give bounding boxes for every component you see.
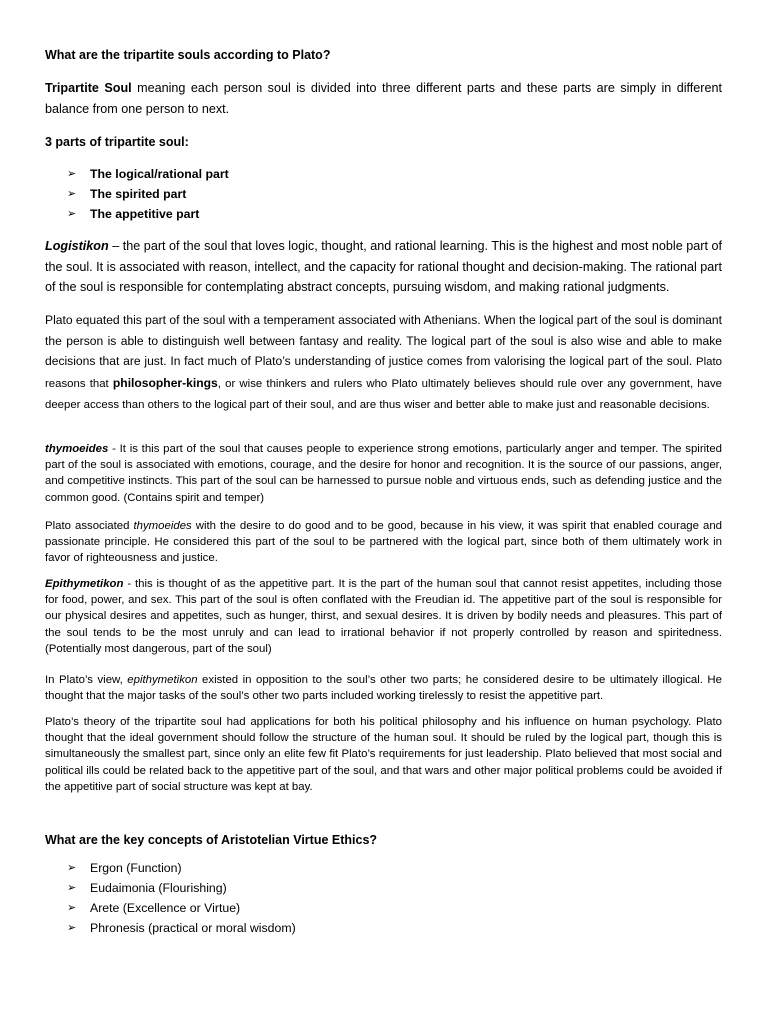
philosopher-kings-term: philosopher-kings xyxy=(112,375,218,390)
arrow-bullet-icon: ➢ xyxy=(67,168,77,180)
logistikon-term: Logistikon xyxy=(45,239,109,253)
question-heading-plato: What are the tripartite souls according to Plato? xyxy=(45,48,331,62)
parts-heading: 3 parts of tripartite soul: xyxy=(45,135,189,149)
concept-label: Ergon (Function) xyxy=(90,861,182,875)
tripartite-soul-definition xyxy=(45,78,722,119)
opposition-paragraph xyxy=(45,672,722,704)
theory-paragraph: Plato’s theory of the tripartite soul had applications for both his political philosophy and his influence on human psychology. Plato thought that the ideal government should follow the structure of the human soul. It should be ruled by the logical part, though this is simultaneously the smallest part, since only an elite few fit Plato’s requirements for just leadership. Plato believed that most social and political ills could be related back to the appetitive part of the soul, and that wars and other major political problems could be avoided if the appetitive part of social structure was kept at bay. xyxy=(45,716,722,793)
concept-label: Eudaimonia (Flourishing) xyxy=(90,881,227,895)
assoc-text-b: with the desire to do good and to be good, because in his view, it was spirit that enabled courage and passionate principle. He considered this part of the soul to be partnered with the logical part, since both of them ultimately work in favor of righteousness and justice. xyxy=(45,520,722,565)
athenians-paragraph xyxy=(45,310,722,416)
opposition-text-a: In Plato’s view, xyxy=(45,674,128,686)
concepts-list xyxy=(45,858,722,938)
logistikon-text: – the part of the soul that loves logic, thought, and rational learning. This is the highest and most noble part of the soul. It is associated with reason, intellect, and the capacity for rational thought and decision-making. The rational part of the soul is responsible for contemplating abstract concepts, pursuing wisdom, and making rational judgments. xyxy=(45,239,722,295)
athenians-text-a: Plato equated this part of the soul with a temperament associated with Athenians. When the logical part of the soul is dominant the person is able to distinguish well between fantasy and reality. The logical part of the soul is also wise and able to make decisions that are just. In fact much of Plato’s understanding of justice comes from valorising the logical part of the soul. xyxy=(45,313,722,368)
concept-label: Arete (Excellence or Virtue) xyxy=(90,901,241,915)
list-item xyxy=(45,204,722,224)
list-item xyxy=(45,918,722,938)
epithymetikon-paragraph xyxy=(45,576,722,657)
parts-list xyxy=(45,164,722,224)
concept-label: Phronesis (practical or moral wisdom) xyxy=(90,921,296,935)
list-item xyxy=(45,878,722,898)
thymoeides-term: thymoeides xyxy=(45,443,109,455)
part-label: The spirited part xyxy=(90,187,187,201)
list-item xyxy=(45,898,722,918)
list-item xyxy=(45,164,722,184)
arrow-bullet-icon: ➢ xyxy=(67,882,77,894)
athenians-text-b: Plato reasons that xyxy=(45,356,722,390)
arrow-bullet-icon: ➢ xyxy=(67,188,77,200)
opposition-italic-term: epithymetikon xyxy=(127,674,198,686)
part-label: The appetitive part xyxy=(90,207,200,221)
thymoeides-text: - It is this part of the soul that causes people to experience strong emotions, particularly anger and temper. The spirited part of the soul is associated with emotions, courage, and the desire for honor and recognition. It is the source of our passions, anger, and competitive instincts. This part of the soul can be harnessed to pursue noble and virtuous ends, such as defending justice and the common good. (Contains spirit and temper) xyxy=(45,443,722,504)
list-item xyxy=(45,858,722,878)
arrow-bullet-icon: ➢ xyxy=(67,922,77,934)
question-heading-aristotle: What are the key concepts of Aristotelian Virtue Ethics? xyxy=(45,833,378,847)
assoc-text-a: Plato associated xyxy=(45,520,134,532)
list-item xyxy=(45,184,722,204)
thymoeides-paragraph xyxy=(45,441,722,506)
assoc-italic-term: thymoeides xyxy=(133,520,192,532)
athenians-text-c: , or wise thinkers and rulers who Plato ultimately believes should rule over any government, have deeper access than others to the logical part of their soul, and are thus wiser and better able to make just and reasonable decisions. xyxy=(45,377,722,411)
definition-text: meaning each person soul is divided into three different parts and these parts are simply in different balance from one person to next. xyxy=(45,81,723,116)
definition-term: Tripartite Soul xyxy=(45,81,132,95)
arrow-bullet-icon: ➢ xyxy=(67,208,77,220)
epithymetikon-term: Epithymetikon xyxy=(45,578,124,590)
arrow-bullet-icon: ➢ xyxy=(67,902,77,914)
part-label: The logical/rational part xyxy=(90,167,229,181)
arrow-bullet-icon: ➢ xyxy=(67,862,77,874)
logistikon-paragraph xyxy=(45,236,722,298)
opposition-text-b: existed in opposition to the soul’s other two parts; he considered desire to be ultimately illogical. He thought that the major tasks of the soul’s other two parts included working tirelessly to resist the appetitive part. xyxy=(45,674,722,703)
epithymetikon-text: - this is thought of as the appetitive part. It is the part of the human soul that cannot resist appetites, including those for food, power, and sex. This part of the soul is often conflated with the Freudian id. The appetitive part of the soul is responsible for our physical desires and appetites, such as hunger, thirst, and sexual desires. It is driven by bodily needs and pleasures. This part of the soul tends to be the most unruly and can lead to irrational behavior if not properly controlled by reason and spiritedness. (Potentially most dangerous, part of the soul) xyxy=(45,578,722,655)
thymoeides-association-paragraph xyxy=(45,518,722,567)
